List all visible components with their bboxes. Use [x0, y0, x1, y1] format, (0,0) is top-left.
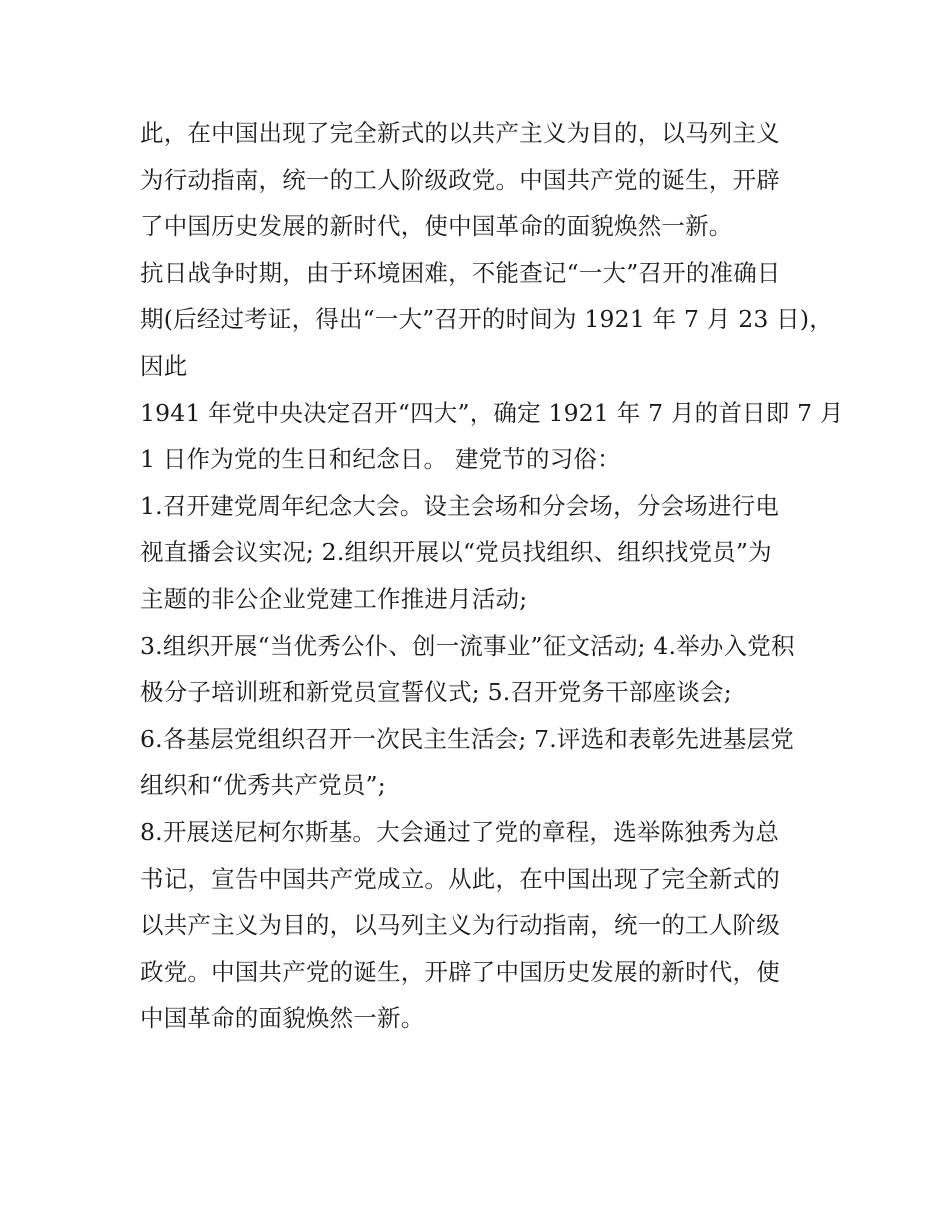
text-line: 1941 年党中央决定召开“四大”，确定 1921 年 7 月的首日即 7 月: [140, 398, 844, 427]
text-line: 抗日战争时期，由于环境困难，不能查记“一大”召开的准确日: [140, 258, 781, 287]
text-line: 1 日作为党的生日和纪念日。 建党节的习俗：: [140, 445, 621, 474]
text-line: 以共产主义为目的，以马列主义为行动指南，统一的工人阶级: [140, 911, 780, 940]
document-body: [140, 110, 844, 1042]
text-line: 1.召开建党周年纪念大会。设主会场和分会场，分会场进行电: [140, 491, 780, 520]
text-line: 书记，宣告中国共产党成立。从此，在中国出现了完全新式的: [140, 864, 780, 893]
text-line: 为行动指南，统一的工人阶级政党。中国共产党的诞生，开辟: [140, 165, 780, 194]
text-line: 极分子培训班和新党员宣誓仪式; 5.召开党务干部座谈会;: [140, 678, 732, 707]
text-line: 3.组织开展“当优秀公仆、创一流事业”征文活动; 4.举办入党积: [140, 631, 795, 660]
text-line: 6.各基层党组织召开一次民主生活会; 7.评选和表彰先进基层党: [140, 724, 794, 753]
text-line: 此，在中国出现了完全新式的以共产主义为目的，以马列主义: [140, 119, 780, 147]
text-line: 主题的非公企业党建工作推进月活动;: [140, 584, 528, 613]
text-line: 8.开展送尼柯尔斯基。大会通过了党的章程，选举陈独秀为总: [140, 817, 780, 846]
text-line: 政党。中国共产党的诞生，开辟了中国历史发展的新时代，使: [140, 957, 780, 986]
text-line: 视直播会议实况; 2.组织开展以“党员找组织、组织找党员”为: [140, 538, 772, 567]
text-line: 中国革命的面貌焕然一新。: [140, 1004, 425, 1033]
text-line: 了中国历史发展的新时代，使中国革命的面貌焕然一新。: [140, 212, 733, 241]
text-line: 因此: [140, 351, 188, 380]
text-line: 期(后经过考证，得出“一大”召开的时间为 1921 年 7 月 23 日)，: [140, 305, 833, 334]
text-line: 组织和“优秀共产党员”;: [140, 771, 386, 800]
